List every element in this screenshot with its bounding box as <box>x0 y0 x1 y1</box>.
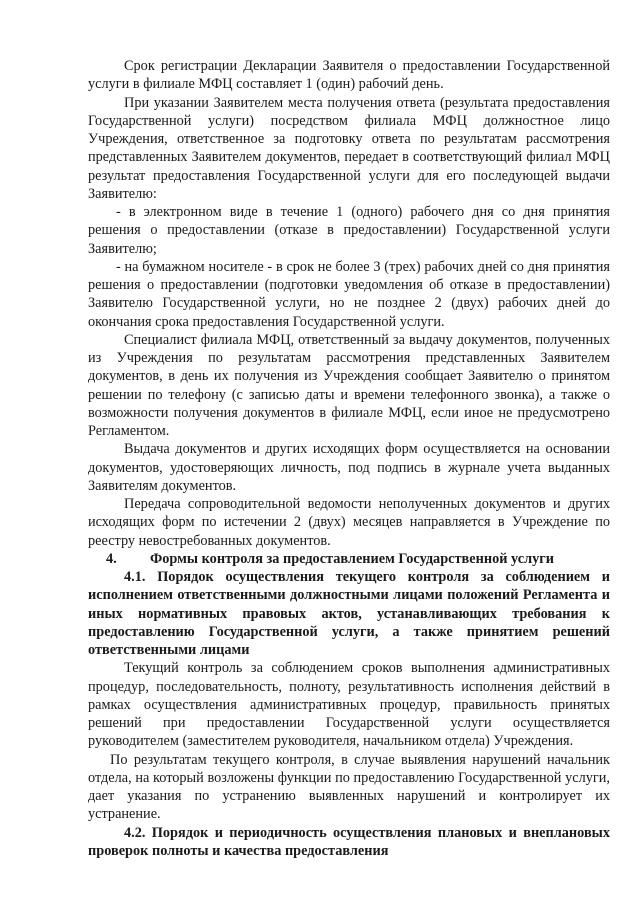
paragraph-current-control: Текущий контроль за соблюдением сроков выполнения административных процедур, последовательность, полноту, результативность исполнения действий в рамках осуществления административных процедур, правильность принятых решений при предоставлении Государственной услуги осуществляется руководителем (заместителем руководителя, начальником отдела) Учреждения. <box>88 660 610 750</box>
subsection-4-1-heading: 4.1. Порядок осуществления текущего контроля за соблюдением и исполнением ответственными должностными лицами положений Регламента и иных нормативных правовых актов, устанавливающих требования к предоставлению Государственной услуги, а также принятием решений ответственными лицами <box>88 569 610 658</box>
section-heading <box>88 550 610 568</box>
list-item-electronic: - в электронном виде в течение 1 (одного) рабочего дня со дня принятия решения о предоставлении (отказе в предоставлении) Государственной услуги Заявителю; <box>88 204 610 257</box>
paragraph-unclaimed: Передача сопроводительной ведомости неполученных документов и других исходящих форм по истечении 2 (двух) месяцев направляется в Учреждение по реестру невостребованных документов. <box>88 496 610 549</box>
paragraph-result-transfer: При указании Заявителем места получения ответа (результата предоставления Государственной услуги) посредством филиала МФЦ должностное лицо Учреждения, ответственное за подготовку ответа по результатам рассмотрения представленных Заявителем документов, передает в соответствующий филиал МФЦ результат предоставления Государственной услуги для его последующей выдачи Заявителю: <box>88 94 610 202</box>
section-title: Формы контроля за предоставлением Государственной услуги <box>150 550 554 567</box>
paragraph-issuance: Выдача документов и других исходящих форм осуществляется на основании документов, удостоверяющих личность, под подпись в журнале учета выданных Заявителям документов. <box>88 441 610 494</box>
paragraph-specialist: Специалист филиала МФЦ, ответственный за выдачу документов, полученных из Учреждения по результатам рассмотрения представленных Заявителем документов, в день их получения из Учреждения сообщает Заявителю о принятом решении по телефону (с записью даты и времени телефонного звонка), а также о возможности получения документов в филиале МФЦ, если иное не предусмотрено Регламентом. <box>88 331 610 439</box>
section-number: 4. <box>106 550 117 567</box>
document-page <box>88 57 610 860</box>
paragraph-control-results: По результатам текущего контроля, в случае выявления нарушений начальник отдела, на который возложены функции по предоставлению Государственной услуги, дает указания по устранению выявленных нарушений и контролирует их устранение. <box>88 751 610 823</box>
list-item-paper: - на бумажном носителе - в срок не более 3 (трех) рабочих дней со дня принятия решения о предоставлении (подготовки уведомления об отказе в предоставлении) Заявителю Государственной услуги, но не позднее 2 (двух) рабочих дней до окончания срока предоставления Государственной услуги. <box>88 258 610 330</box>
subsection-4-2-heading: 4.2. Порядок и периодичность осуществления плановых и внеплановых проверок полноты и качества предоставления <box>88 824 610 859</box>
paragraph-registration-term: Срок регистрации Декларации Заявителя о предоставлении Государственной услуги в филиале МФЦ составляет 1 (один) рабочий день. <box>88 58 610 93</box>
